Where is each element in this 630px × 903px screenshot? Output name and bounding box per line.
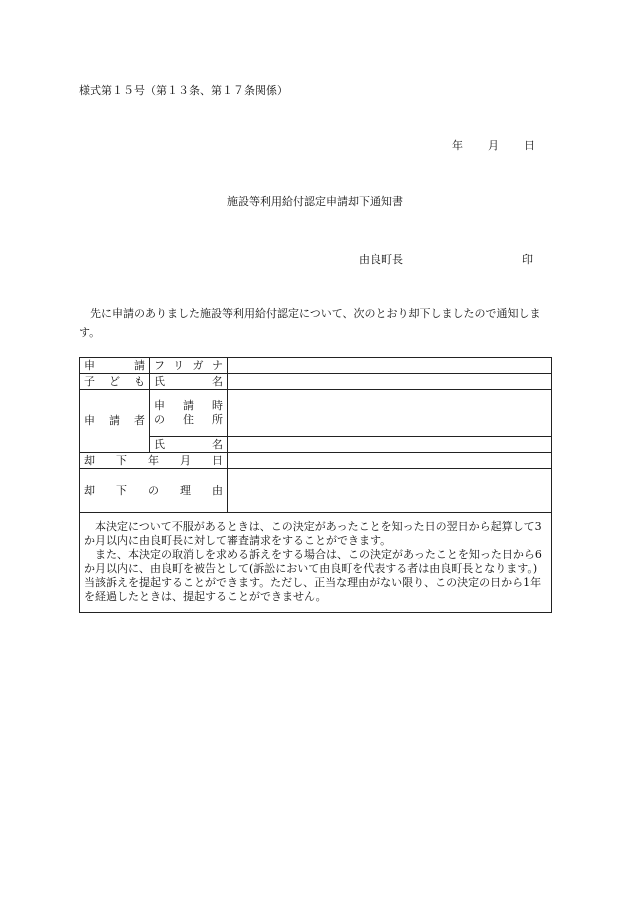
table-row — [80, 453, 552, 469]
child-label-2: 子 ど も — [80, 374, 150, 390]
table-row — [80, 390, 552, 437]
furigana-value[interactable] — [228, 358, 552, 374]
seal-mark: 印 — [522, 253, 533, 266]
date-day: 日 — [524, 139, 535, 152]
issuer: 由良町長 — [359, 253, 403, 266]
child-name-label: 氏 名 — [150, 374, 228, 390]
applicant-name-label: 氏 名 — [150, 437, 228, 453]
applicant-label: 申 請 者 — [80, 390, 150, 453]
form-table — [79, 357, 552, 613]
table-row — [80, 513, 552, 613]
reason-value[interactable] — [228, 469, 552, 513]
applicant-name-value[interactable] — [228, 437, 552, 453]
furigana-label: フリガナ — [150, 358, 228, 374]
document-title: 施設等利用給付認定申請却下通知書 — [227, 195, 403, 208]
appeal-notice — [80, 513, 552, 613]
reason-label: 却 下 の 理 由 — [80, 469, 228, 513]
notice-paragraph-1: 本決定について不服があるときは、この決定があったことを知った日の翌日から起算して3か月以内に由良町長に対して審査請求をすることができます。 — [84, 520, 542, 547]
child-label-1: 申 請 — [80, 358, 150, 374]
rejection-date-label: 却下年月日 — [80, 453, 228, 469]
form-number: 様式第１５号（第１３条、第１７条関係） — [79, 84, 288, 97]
table-row — [80, 469, 552, 513]
address-value[interactable] — [228, 390, 552, 437]
notice-paragraph-2: また、本決定の取消しを求める訴えをする場合は、この決定があったことを知った日から6か月以内に、由良町を被告として(訴訟において由良町を代表する者は由良町長となります。)当該訴えを提起することができます。ただし、正当な理由がない限り、この決定の日から1年を経過したときは、提起することができません。 — [84, 548, 542, 603]
table-row — [80, 437, 552, 453]
rejection-date-value[interactable] — [228, 453, 552, 469]
date-year: 年 — [452, 139, 463, 152]
address-label-line-1: 申 請 時 — [154, 399, 223, 412]
date-month: 月 — [488, 139, 499, 152]
address-label-line-2: の 住 所 — [154, 413, 223, 426]
table-row — [80, 358, 552, 374]
intro-paragraph: 先に申請のありました施設等利用給付認定について、次のとおり却下しましたので通知します。 — [79, 307, 541, 339]
table-row — [80, 374, 552, 390]
child-name-value[interactable] — [228, 374, 552, 390]
address-label — [150, 390, 228, 437]
